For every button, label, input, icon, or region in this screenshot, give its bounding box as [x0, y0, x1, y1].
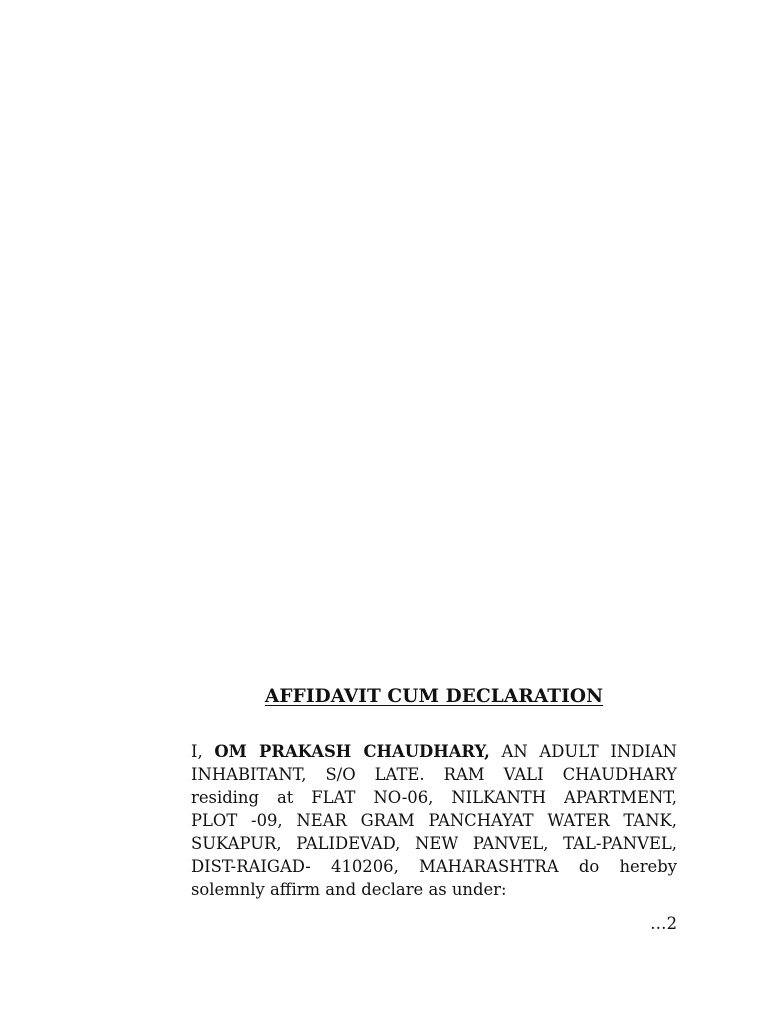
line1-prefix: I,: [191, 742, 203, 761]
paragraph-line-7: solemnly affirm and declare as under:: [191, 880, 507, 899]
line1-suffix: AN ADULT INDIAN: [501, 742, 677, 761]
declarant-name: OM PRAKASH CHAUDHARY,: [214, 742, 490, 761]
declaration-paragraph: [191, 740, 677, 901]
paragraph-line-3: residing at FLAT NO-06, NILKANTH APARTMENT,: [191, 788, 677, 807]
document-title: AFFIDAVIT CUM DECLARATION: [264, 686, 604, 707]
paragraph-line-4: PLOT -09, NEAR GRAM PANCHAYAT WATER TANK,: [191, 811, 677, 830]
paragraph-line-2: INHABITANT, S/O LATE. RAM VALI CHAUDHARY: [191, 765, 677, 784]
page-number: …2: [650, 914, 677, 933]
paragraph-line-1: [191, 740, 677, 763]
paragraph-line-5: SUKAPUR, PALIDEVAD, NEW PANVEL, TAL-PANVEL,: [191, 834, 677, 853]
paragraph-line-6: DIST-RAIGAD- 410206, MAHARASHTRA do hereby: [191, 857, 677, 876]
